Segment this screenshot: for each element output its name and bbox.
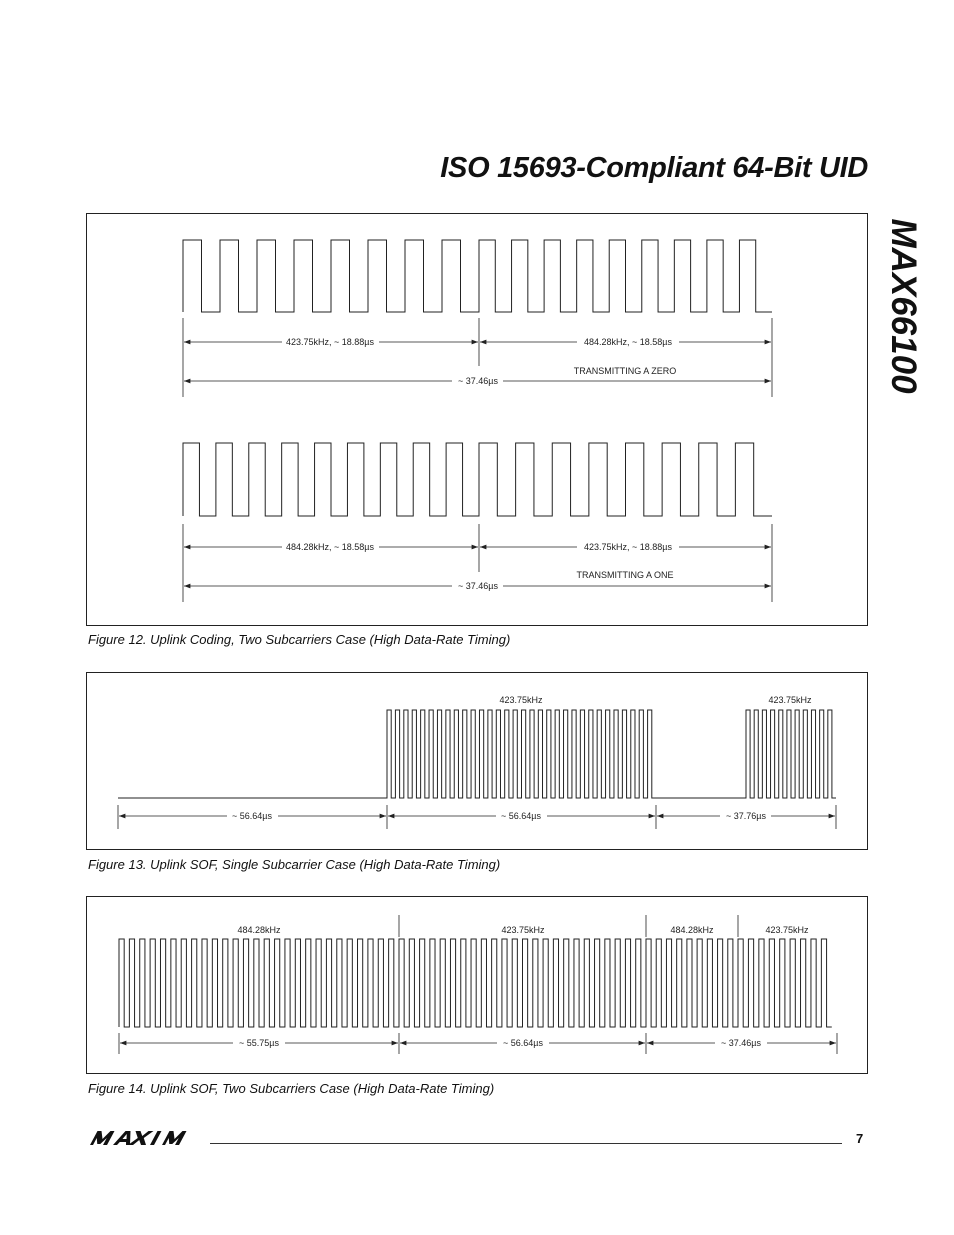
f12-one-note: TRANSMITTING A ONE <box>576 570 674 580</box>
f14-seg1-label: ~ 55.75µs <box>239 1038 279 1048</box>
waveform-sof-single <box>118 710 836 798</box>
figure-12-box <box>86 213 868 626</box>
figure-13-caption: Figure 13. Uplink SOF, Single Subcarrier Case (High Data-Rate Timing) <box>88 857 501 872</box>
figure-14-diagram <box>87 897 869 1075</box>
waveform-zero <box>183 240 772 312</box>
f12-zero-left-label: 423.75kHz, ~ 18.88µs <box>286 337 374 347</box>
f12-zero-note: TRANSMITTING A ZERO <box>573 366 677 376</box>
figure-14-caption: Figure 14. Uplink SOF, Two Subcarriers Case (High Data-Rate Timing) <box>88 1081 495 1096</box>
f14-freq-label-1: 484.28kHz <box>237 925 281 935</box>
figure-13-box <box>86 672 868 850</box>
waveform-sof-two <box>119 939 832 1027</box>
f13-freq-label-1: 423.75kHz <box>499 695 543 705</box>
f13-seg1-label: ~ 56.64µs <box>232 811 272 821</box>
f13-freq-label-2: 423.75kHz <box>768 695 812 705</box>
f12-zero-right-label: 484.28kHz, ~ 18.58µs <box>584 337 672 347</box>
f12-one-total-label: ~ 37.46µs <box>458 581 498 591</box>
figure-12-diagram <box>87 214 869 627</box>
f13-seg2-label: ~ 56.64µs <box>501 811 541 821</box>
footer-rule <box>210 1143 842 1144</box>
waveform-one <box>183 443 772 516</box>
f14-freq-label-4: 423.75kHz <box>765 925 809 935</box>
f14-seg3-label: ~ 37.46µs <box>721 1038 761 1048</box>
f12-one-right-label: 423.75kHz, ~ 18.88µs <box>584 542 672 552</box>
f14-freq-label-3: 484.28kHz <box>670 925 714 935</box>
figure-13-diagram <box>87 673 869 851</box>
figure-12-caption: Figure 12. Uplink Coding, Two Subcarriers Case (High Data-Rate Timing) <box>88 632 511 647</box>
page-title: ISO 15693-Compliant 64-Bit UID <box>440 152 868 184</box>
maxim-logo <box>88 1129 200 1147</box>
f13-seg3-label: ~ 37.76µs <box>726 811 766 821</box>
f14-seg2-label: ~ 56.64µs <box>503 1038 543 1048</box>
f12-zero-total-label: ~ 37.46µs <box>458 376 498 386</box>
page-number: 7 <box>856 1131 864 1146</box>
part-number: MAX66100 <box>884 218 923 394</box>
figure-14-box <box>86 896 868 1074</box>
f14-freq-label-2: 423.75kHz <box>501 925 545 935</box>
f12-one-left-label: 484.28kHz, ~ 18.58µs <box>286 542 374 552</box>
